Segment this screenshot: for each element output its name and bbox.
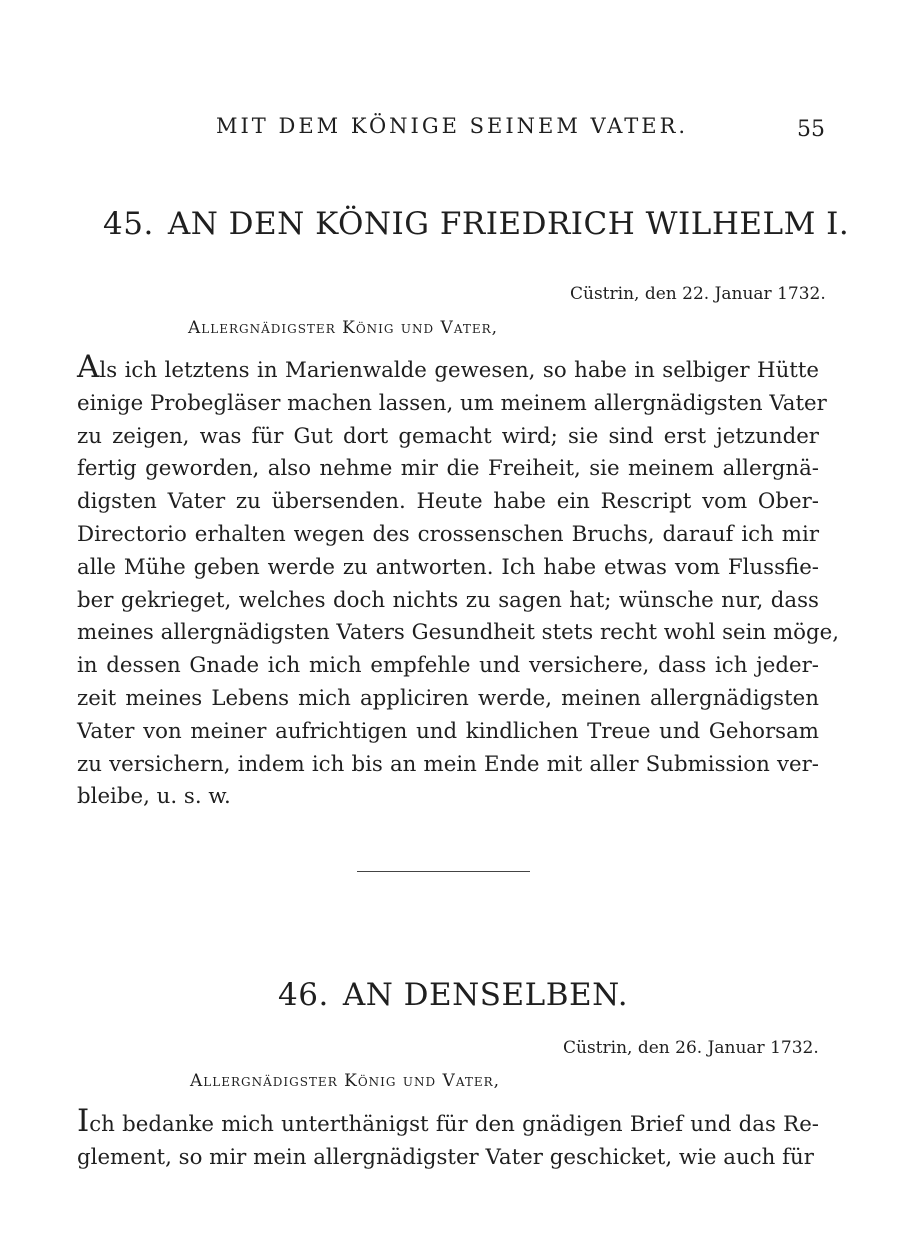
body-line: ber gekrieget, welches doch nichts zu sagen hat; wünsche nur, dass [77,587,819,613]
body-line-text: ch bedanke mich unterthänigst für den gnädigen Brief und das Re- [89,1112,819,1137]
initial-capital: A [77,349,100,385]
letter-heading [103,206,849,242]
body-line: Directorio erhalten wegen des crossenschen Bruchs, darauf ich mir [77,521,819,547]
letter-heading [278,977,628,1013]
dateline: Cüstrin, den 26. Januar 1732. [563,1038,819,1058]
body-line: alle Mühe geben werde zu antworten. Ich habe etwas vom Flussfie- [77,554,819,580]
dateline: Cüstrin, den 22. Januar 1732. [570,284,826,304]
body-line: digsten Vater zu übersenden. Heute habe ein Rescript vom Ober- [77,489,819,515]
body-line: Vater von meiner aufrichtigen und kindlichen Treue und Gehorsam [77,718,819,744]
letter-number: 45. [103,206,154,242]
body-line: zu versichern, indem ich bis an mein Ende mit aller Submission ver- [77,751,819,777]
initial-capital: I [77,1103,90,1139]
body-line: bleibe, u. s. w. [77,784,231,810]
section-divider [357,871,530,872]
page-number: 55 [797,117,825,142]
salutation: Allergnädigster König und Vater, [188,318,499,338]
letter-title: AN DEN KÖNIG FRIEDRICH WILHELM I. [167,206,850,242]
salutation: Allergnädigster König und Vater, [190,1071,501,1091]
letter-title: AN DENSELBEN. [342,977,629,1013]
letter-body [77,1103,819,1175]
body-line: glement, so mir mein allergnädigster Vater geschicket, wie auch für [77,1144,814,1170]
body-line [77,1103,819,1142]
letter-number: 46. [278,977,329,1013]
body-line: einige Probegläser machen lassen, um meinem allergnädigsten Vater [77,390,827,416]
body-line [77,349,819,388]
running-head: MIT DEM KÖNIGE SEINEM VATER. [216,114,689,138]
body-line: meines allergnädigsten Vaters Gesundheit stets recht wohl sein möge, [77,620,839,646]
body-line: zeit meines Lebens mich appliciren werde, meinen allergnädigsten [77,685,819,711]
letter-body [77,349,839,814]
body-line-text: ls ich letztens in Marienwalde gewesen, so habe in selbiger Hütte [99,358,819,383]
body-line: in dessen Gnade ich mich empfehle und versichere, dass ich jeder- [77,653,819,679]
body-line: zu zeigen, was für Gut dort gemacht wird; sie sind erst jetzunder [77,423,819,449]
body-line: fertig geworden, also nehme mir die Freiheit, sie meinem allergnä- [77,456,819,482]
